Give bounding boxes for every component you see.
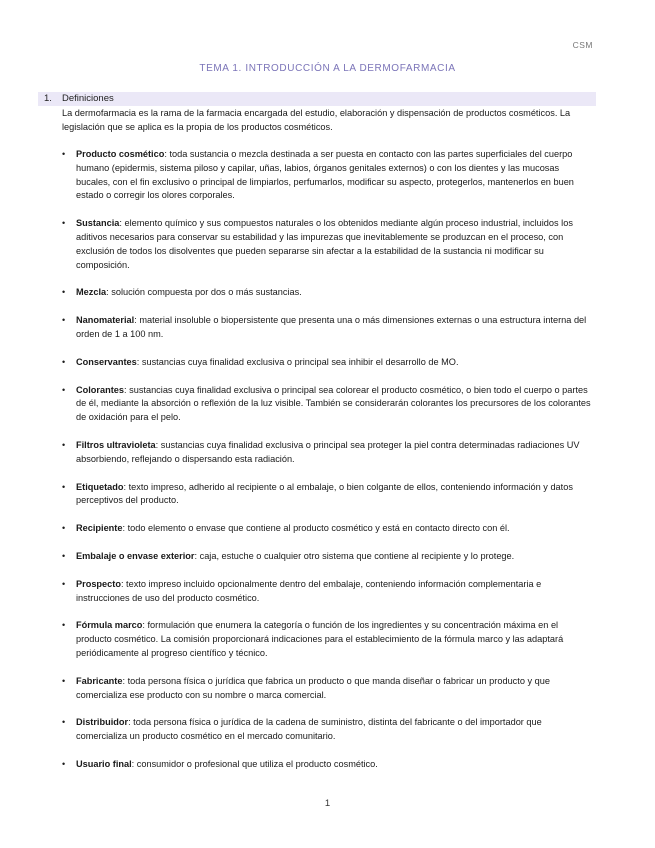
definition-separator: :	[123, 481, 129, 492]
definition-text: formulación que enumera la categoría o función de los ingredientes y su concentración máxima en el producto cosmético. La comisión proporcionará indicaciones para el establecimiento de la fórmula marco y las adaptará periódicamente al progreso científico y técnico.	[76, 620, 564, 658]
definition-item	[62, 716, 594, 744]
definition-text: toda persona física o jurídica de la cadena de suministro, distinta del fabricante o del importador que comercializa un producto cosmético en el mercado comunitario.	[76, 717, 542, 742]
definition-item	[62, 286, 594, 300]
bullet-icon: •	[62, 717, 66, 728]
bullet-icon: •	[62, 149, 66, 159]
bullet-icon: •	[62, 315, 66, 326]
bullet-icon: •	[62, 384, 66, 395]
definition-text: texto impreso incluido opcionalmente dentro del embalaje, conteniendo información complementaria e instrucciones de uso del producto cosmético.	[76, 578, 542, 603]
definition-item	[62, 217, 594, 272]
definition-item	[62, 578, 594, 606]
definition-term: Nanomaterial	[76, 315, 135, 326]
definition-term: Fabricante	[76, 675, 123, 686]
page-title: TEMA 1. INTRODUCCIÓN A LA DERMOFARMACIA	[199, 63, 456, 74]
definition-item	[62, 675, 594, 703]
definition-term: Usuario final	[76, 758, 132, 769]
section-intro: La dermofarmacia es la rama de la farmacia encargada del estudio, elaboración y dispensación de productos cosméticos. La legislación que se aplica es la propia de los productos cosméticos.	[62, 108, 571, 132]
bullet-icon: •	[62, 620, 66, 631]
definition-term: Embalaje o envase exterior	[76, 550, 195, 561]
definition-term: Colorantes	[76, 384, 124, 395]
definition-term: Conservantes	[76, 356, 137, 367]
definition-separator: :	[164, 149, 170, 159]
definition-item	[62, 481, 594, 509]
definition-separator: :	[119, 218, 125, 229]
definition-separator: :	[120, 578, 127, 589]
author-initials: CSM	[572, 40, 593, 50]
bullet-icon: •	[62, 287, 66, 298]
bullet-icon: •	[62, 675, 66, 686]
bullet-icon: •	[62, 523, 66, 534]
definition-term: Producto cosmético	[76, 149, 165, 159]
definition-text: toda persona física o jurídica que fabrica un producto o que manda diseñar o fabricar un producto y que comercializa ese producto con su nombre o marca comercial.	[76, 675, 550, 700]
definition-text: caja, estuche o cualquier otro sistema que contiene al recipiente y lo protege.	[199, 550, 515, 561]
definition-text: toda sustancia o mezcla destinada a ser puesta en contacto con las partes superficiales del cuerpo humano (epidermis, sistema piloso y capilar, uñas, labios, órganos genitales externos) o con los dientes y las mucosas bucales, con el fin exclusivo o principal de limpiarlos, perfumarlos, modificar su aspecto, protegerlos, mantenerlos en buen estado o corregir los olores corporales.	[76, 149, 574, 201]
bullet-icon: •	[62, 481, 66, 492]
definition-text: solución compuesta por dos o más sustancias.	[111, 287, 302, 298]
definition-separator: :	[136, 356, 142, 367]
definition-item	[62, 314, 594, 342]
definition-item	[62, 550, 594, 564]
definition-text: sustancias cuya finalidad exclusiva o principal sea inhibir el desarrollo de MO.	[141, 356, 459, 367]
definition-term: Recipiente	[76, 523, 123, 534]
definition-term: Filtros ultravioleta	[76, 439, 156, 450]
definition-text: elemento químico y sus compuestos naturales o los obtenidos mediante algún proceso industrial, incluidos los aditivos necesarios para conservar su estabilidad y las impurezas que inevitablemente se produzcan en el proceso, con exclusión de todos los disolventes que pueden separarse sin afectar a la estabilidad de la sustancia ni modificar su composición.	[76, 218, 573, 270]
bullet-icon: •	[62, 439, 66, 450]
definition-separator: :	[122, 675, 128, 686]
definition-separator: :	[128, 717, 134, 728]
definitions-list	[62, 148, 594, 786]
definition-text: texto impreso, adherido al recipiente o al embalaje, o bien colgante de ellos, conteniendo información y datos perceptivos del producto.	[76, 481, 573, 506]
definition-text: todo elemento o envase que contiene al producto cosmético y está en contacto directo con él.	[127, 523, 510, 534]
definition-term: Sustancia	[76, 218, 120, 229]
definition-item	[62, 758, 594, 772]
definition-term: Prospecto	[76, 578, 121, 589]
definition-separator: :	[194, 550, 200, 561]
bullet-icon: •	[62, 578, 66, 589]
definition-term: Fórmula marco	[76, 620, 143, 631]
section-number: 1.	[44, 93, 52, 104]
definition-text: sustancias cuya finalidad exclusiva o principal sea colorear el producto cosmético, o bien todo el cuerpo o partes de él, mediante la absorción o reflexión de la luz visible. También se considerarán colorantes los precursores de los colorantes de oxidación para el pelo.	[76, 384, 591, 423]
bullet-icon: •	[62, 550, 66, 561]
bullet-icon: •	[62, 758, 66, 769]
definition-item	[62, 619, 594, 660]
definition-item	[62, 148, 594, 203]
definition-separator: :	[106, 287, 112, 298]
definition-separator: :	[134, 315, 140, 326]
page-number: 1	[324, 798, 331, 809]
definition-item	[62, 356, 594, 370]
definition-separator: :	[122, 523, 128, 534]
section-heading-bar	[38, 92, 596, 106]
definition-separator: :	[142, 620, 148, 631]
definition-term: Distribuidor	[76, 717, 129, 728]
definition-item	[62, 384, 594, 425]
bullet-icon: •	[62, 356, 66, 367]
definition-text: sustancias cuya finalidad exclusiva o principal sea proteger la piel contra determinadas radiaciones UV absorbiendo, reflejando o dispersando esta radiación.	[76, 439, 580, 464]
definition-item	[62, 439, 594, 467]
definition-term: Mezcla	[76, 287, 107, 298]
definition-separator: :	[124, 384, 130, 395]
definition-text: consumidor o profesional que utiliza el producto cosmético.	[136, 758, 378, 769]
definition-separator: :	[131, 758, 137, 769]
definition-text: material insoluble o biopersistente que presenta una o más dimensiones externas o una estructura interna del orden de 1 a 100 nm.	[76, 315, 587, 339]
definition-item	[62, 522, 594, 536]
definition-separator: :	[155, 439, 161, 450]
bullet-icon: •	[62, 218, 66, 229]
section-heading: Definiciones	[62, 93, 114, 104]
definition-term: Etiquetado	[76, 481, 124, 492]
